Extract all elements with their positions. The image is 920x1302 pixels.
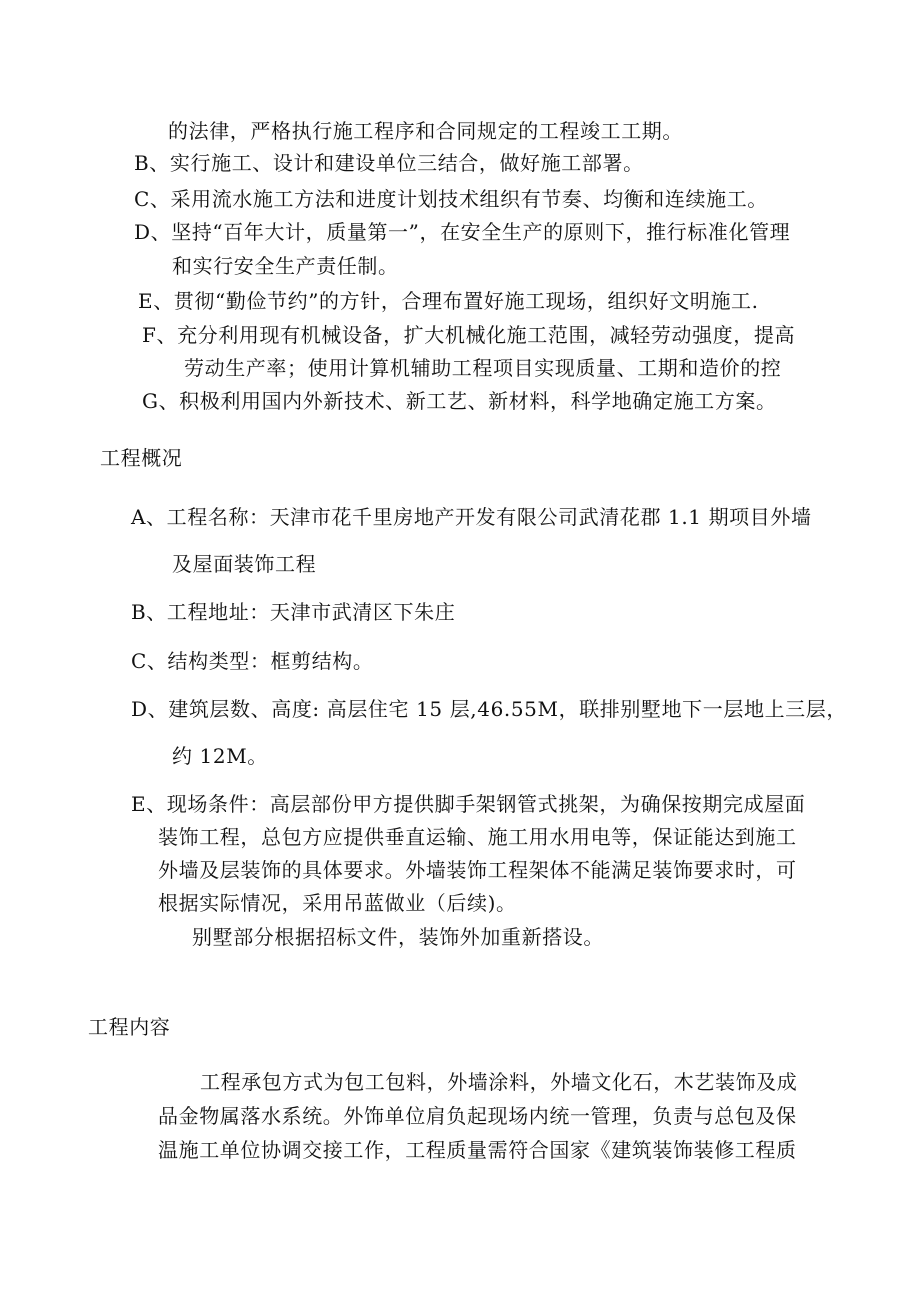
list-item-b: B、工程地址：天津市武清区下朱庄 bbox=[131, 600, 456, 624]
text-line: 约 12M。 bbox=[172, 744, 268, 768]
list-item-e: E、贯彻“勤俭节约”的方针，合理布置好施工现场，组织好文明施工. bbox=[138, 289, 759, 313]
list-item-e: E、现场条件：高层部份甲方提供脚手架钢管式挑架，为确保按期完成屋面 bbox=[131, 792, 806, 816]
list-item-d: D、建筑层数、高度: 高层住宅 15 层,46.55M，联排别墅地下一层地上三层， bbox=[131, 697, 847, 721]
text-line: 和实行安全生产责任制。 bbox=[172, 254, 399, 278]
text-line: 劳动生产率；使用计算机辅助工程项目实现质量、工期和造价的控 bbox=[184, 356, 782, 380]
paragraph-line: 工程承包方式为包工包料，外墙涂料，外墙文化石，木艺装饰及成 bbox=[200, 1070, 798, 1094]
section-heading-content: 工程内容 bbox=[88, 1015, 171, 1039]
list-item-a: A、工程名称：天津市花千里房地产开发有限公司武清花郡 1.1 期项目外墙 bbox=[131, 505, 812, 529]
list-item-f: F、充分利用现有机械设备，扩大机械化施工范围，减轻劳动强度，提高 bbox=[142, 323, 796, 347]
list-item-g: G、积极利用国内外新技术、新工艺、新材料，科学地确定施工方案。 bbox=[142, 389, 777, 413]
list-item-b: B、实行施工、设计和建设单位三结合，做好施工部署。 bbox=[134, 151, 644, 175]
text-line: 的法律，严格执行施工程序和合同规定的工程竣工工期。 bbox=[168, 119, 683, 143]
paragraph-line: 品金物属落水系统。外饰单位肩负起现场内统一管理，负责与总包及保 bbox=[158, 1104, 797, 1128]
text-line: 装饰工程，总包方应提供垂直运输、施工用水用电等，保证能达到施工 bbox=[158, 825, 797, 849]
section-heading-overview: 工程概况 bbox=[100, 446, 183, 470]
text-line: 根据实际情况，采用吊蓝做业（后续)。 bbox=[158, 891, 517, 915]
list-item-c: C、采用流水施工方法和进度计划技术组织有节奏、均衡和连续施工。 bbox=[134, 187, 768, 211]
text-line: 及屋面装饰工程 bbox=[172, 552, 317, 576]
list-item-d: D、坚持“百年大计，质量第一”，在安全生产的原则下，推行标准化管理 bbox=[134, 220, 791, 244]
text-line: 外墙及层装饰的具体要求。外墙装饰工程架体不能满足装饰要求时，可 bbox=[158, 858, 797, 882]
paragraph-line: 温施工单位协调交接工作，工程质量需符合国家《建筑装饰装修工程质 bbox=[158, 1138, 797, 1162]
list-item-c: C、结构类型：框剪结构。 bbox=[131, 649, 374, 673]
text-line: 别墅部分根据招标文件，装饰外加重新搭设。 bbox=[192, 925, 604, 949]
